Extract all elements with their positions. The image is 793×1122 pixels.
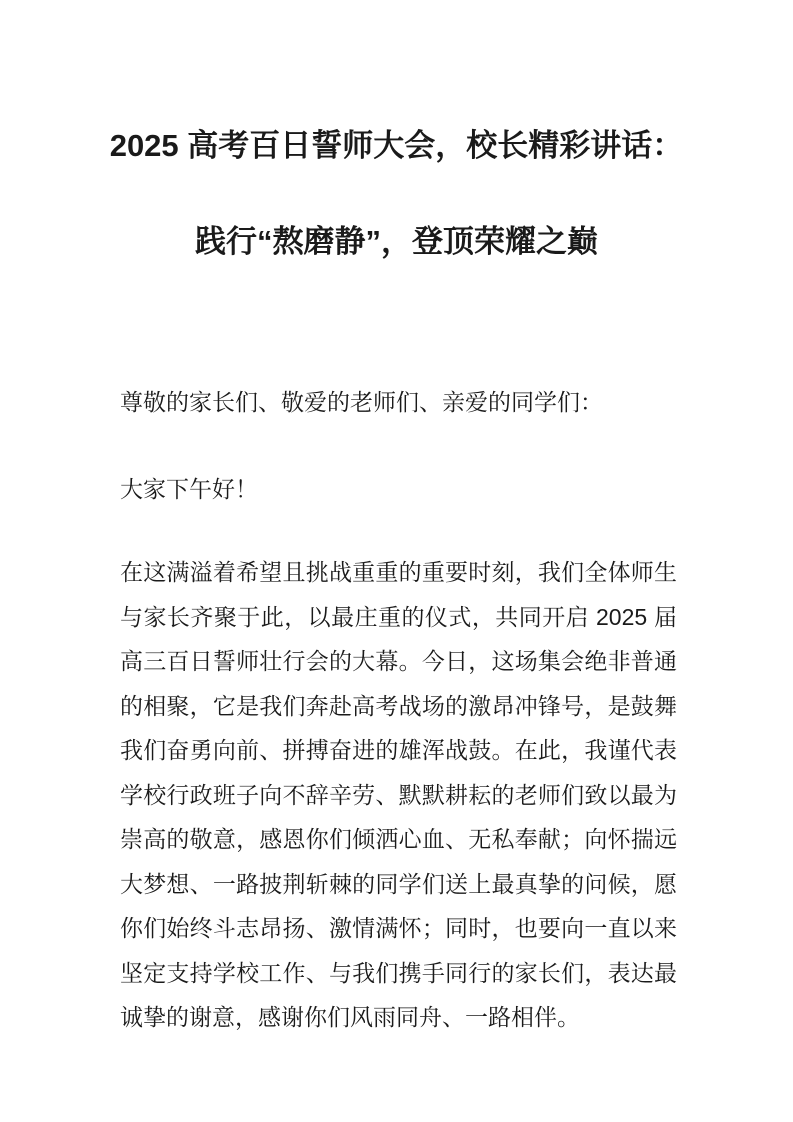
- greeting-paragraph: 大家下午好！: [120, 476, 258, 502]
- salutation-paragraph: 尊敬的家长们、敬爱的老师们、亲爱的同学们：: [120, 389, 603, 415]
- body-paragraph: 在这满溢着希望且挑战重重的重要时刻，我们全体师生与家长齐聚于此，以最庄重的仪式，共同开启 2025 届高三百日誓师壮行会的大幕。今日，这场集会绝非普通的相聚，它是我们奔赴高考战场的激昂冲锋号，是鼓舞我们奋勇向前、拼搏奋进的雄浑战鼓。在此，我谨代表学校行政班子向不辞辛劳、默默耕耘的老师们致以最为崇高的敬意，感恩你们倾洒心血、无私奉献；向怀揣远大梦想、一路披荆斩棘的同学们送上最真挚的问候，愿你们始终斗志昂扬、激情满怀；同时，也要向一直以来坚定支持学校工作、与我们携手同行的家长们，表达最诚挚的谢意，感谢你们风雨同舟、一路相伴。: [120, 559, 677, 1030]
- document-title-line-2: 践行“熬磨静”，登顶荣耀之巅: [195, 224, 598, 259]
- document-title-line-1: 2025 高考百日誓师大会，校长精彩讲话：: [109, 128, 684, 163]
